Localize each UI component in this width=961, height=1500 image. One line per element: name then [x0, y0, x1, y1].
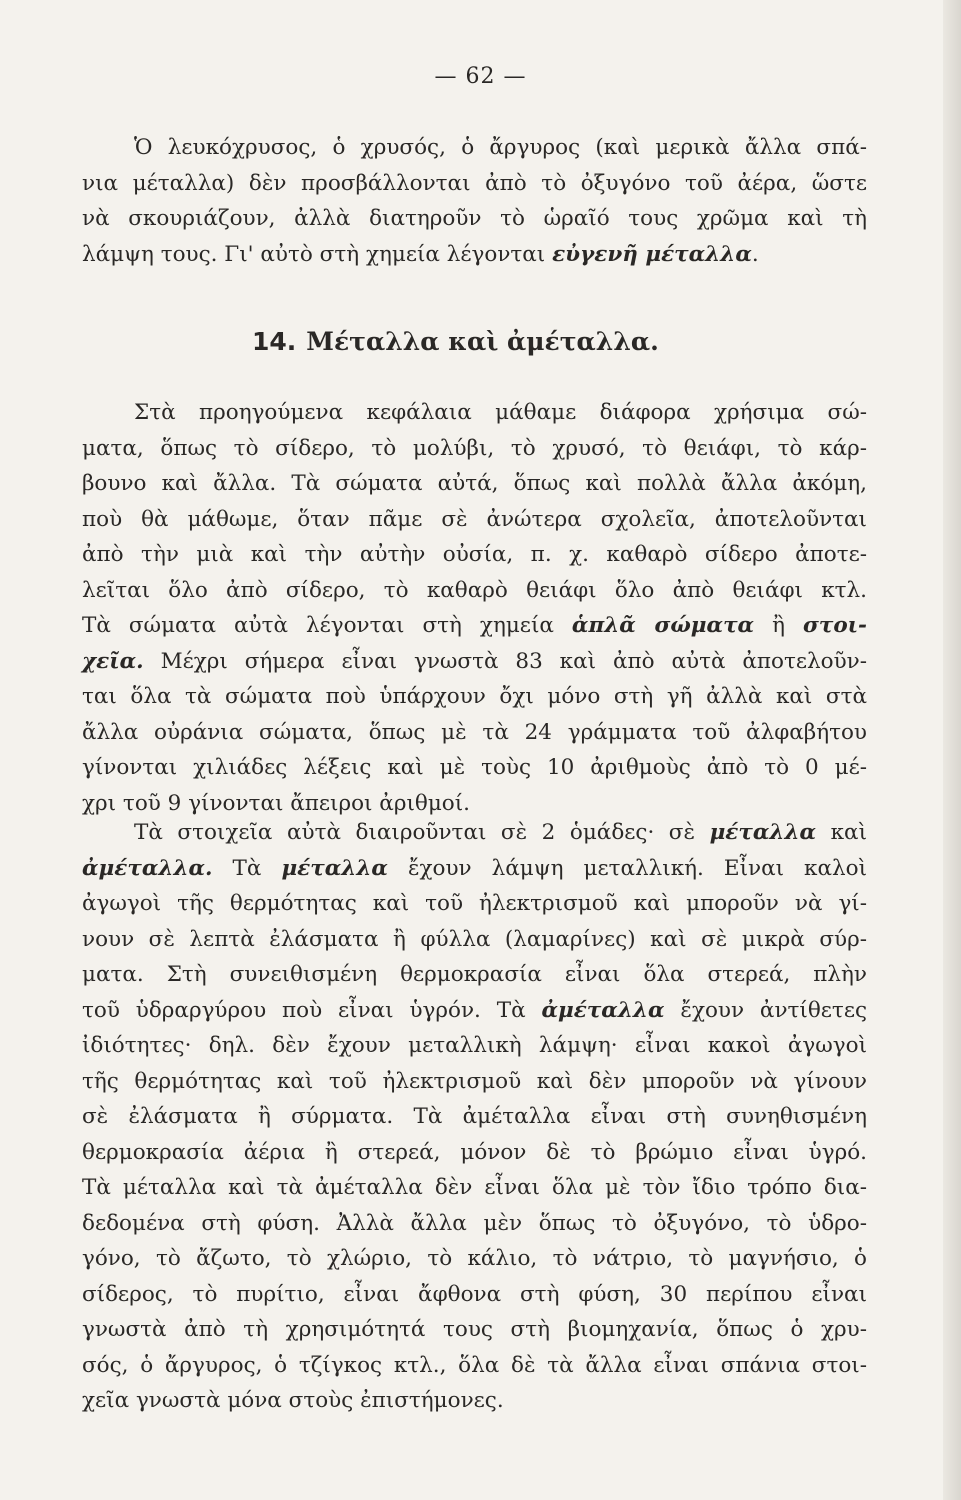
text-line — [82, 815, 867, 851]
text-line — [82, 1206, 867, 1242]
text-run: Μέχρι σήμερα εἶναι γνωστὰ 83 καὶ ἀπὸ αὐτὰ ἀποτελοῦν- — [143, 648, 867, 674]
text-run: ται ὅλα τὰ σώματα ποὺ ὑπάρχουν ὄχι μόνο στὴ γῆ ἀλλὰ καὶ στὰ — [82, 684, 867, 709]
text-line — [82, 886, 867, 922]
text-run: Τὰ στοιχεῖα αὐτὰ διαιροῦνται σὲ 2 ὁμάδες· σὲ — [134, 820, 710, 845]
text-run: σίδερος, τὸ πυρίτιο, εἶναι ἄφθονα στὴ φύση, 30 περίπου εἶναι — [82, 1281, 867, 1307]
emphasized-term: εὐγενῆ μέταλλα — [552, 241, 752, 267]
text-line — [82, 993, 867, 1029]
text-run: Τὰ μέταλλα καὶ τὰ ἀμέταλλα δὲν εἶναι ὅλα μὲ τὸν ἴδιο τρόπο δια- — [82, 1175, 867, 1200]
section-title: Μέταλλα καὶ ἀμέταλλα. — [306, 327, 659, 356]
text-run: καὶ — [816, 820, 867, 845]
text-line — [82, 922, 867, 958]
text-run: ἔχουν ἀντίθετες — [664, 997, 867, 1023]
text-run: ποὺ θὰ μάθωμε, ὅταν πᾶμε σὲ ἀνώτερα σχολεῖα, ἀποτελοῦνται — [82, 506, 867, 532]
text-run: γνωστὰ ἀπὸ τὴ χρησιμότητά τους στὴ βιομηχανία, ὅπως ὁ χρυ- — [82, 1317, 867, 1342]
text-run: νουν σὲ λεπτὰ ἐλάσματα ἢ φύλλα (λαμαρίνες) καὶ σὲ μικρὰ σύρ- — [82, 926, 867, 952]
text-run: Στὰ προηγούμενα κεφάλαια μάθαμε διάφορα χρήσιμα σώ- — [134, 400, 867, 425]
text-line — [82, 1383, 867, 1419]
text-line — [82, 608, 867, 644]
text-line — [82, 237, 867, 273]
text-line — [82, 395, 867, 431]
text-line — [82, 644, 867, 680]
text-run: . — [751, 241, 759, 267]
section-heading — [252, 322, 659, 362]
text-run: σός, ὁ ἄργυρος, ὁ τζίγκος κτλ., ὅλα δὲ τὰ ἄλλα εἶναι σπάνια στοι- — [82, 1352, 867, 1378]
text-run: ματα. Στὴ συνειθισμένη θερμοκρασία εἶναι ὅλα στερεά, πλὴν — [82, 962, 867, 987]
emphasized-term: ἁπλᾶ σώματα — [571, 613, 755, 638]
text-line — [82, 130, 867, 166]
text-line — [82, 1241, 867, 1277]
text-run: ἢ — [754, 613, 803, 638]
text-run: νια μέταλλα) δὲν προσβάλλονται ἀπὸ τὸ ὀξυγόνο τοῦ ἀέρα, ὥστε — [82, 170, 867, 196]
text-run: νὰ σκουριάζουν, ἀλλὰ διατηροῦν τὸ ὡραῖό τους χρῶμα καὶ τὴ — [82, 206, 867, 231]
emphasized-term: χεῖα. — [82, 648, 144, 674]
page-binding-edge — [943, 0, 961, 1500]
paragraph-metals-nonmetals — [82, 815, 867, 1419]
text-run: θερμοκρασία ἀέρια ἢ στερεά, μόνον δὲ τὸ βρώμιο εἶναι ὑγρό. — [82, 1139, 867, 1165]
text-run: Ὁ λευκόχρυσος, ὁ χρυσός, ὁ ἄργυρος (καὶ μερικὰ ἄλλα σπά- — [134, 135, 867, 160]
text-run: χρι τοῦ 9 γίνονται ἄπειροι ἀριθμοί. — [82, 790, 471, 816]
text-run: γίνονται χιλιάδες λέξεις καὶ μὲ τοὺς 10 ἀριθμοὺς ἀπὸ τὸ 0 μέ- — [82, 755, 867, 780]
text-run: λάμψη τους. Γι' αὐτὸ στὴ χημεία λέγονται — [82, 241, 553, 267]
text-line — [82, 201, 867, 237]
text-run: λεῖται ὅλο ἀπὸ σίδερο, τὸ καθαρὸ θειάφι ὅλο ἀπὸ θειάφι κτλ. — [82, 577, 867, 603]
text-line — [82, 573, 867, 609]
text-line — [82, 431, 867, 467]
text-run: δεδομένα στὴ φύση. Ἀλλὰ ἄλλα μὲν ὅπως τὸ ὀξυγόνο, τὸ ὑδρο- — [82, 1210, 867, 1236]
text-line — [82, 1277, 867, 1313]
text-line — [82, 166, 867, 202]
text-run: ἀπὸ τὴν μιὰ καὶ τὴν αὐτὴν οὐσία, π. χ. καθαρὸ σίδερο ἀποτε- — [82, 542, 867, 567]
text-line — [82, 1099, 867, 1135]
text-run: τοῦ ὑδραργύρου ποὺ εἶναι ὑγρόν. Τὰ — [82, 997, 542, 1023]
emphasized-term: στοι- — [803, 613, 867, 638]
text-run: χεῖα γνωστὰ μόνα στοὺς ἐπιστήμονες. — [82, 1388, 504, 1413]
text-line — [82, 537, 867, 573]
text-run: Τὰ — [212, 855, 282, 881]
page-number: — 62 — — [434, 64, 527, 89]
emphasized-term: ἀμέταλλα — [541, 997, 665, 1023]
text-line — [82, 1312, 867, 1348]
text-line — [82, 715, 867, 751]
text-run: σὲ ἐλάσματα ἢ σύρματα. Τὰ ἀμέταλλα εἶναι στὴ συνηθισμένη — [82, 1104, 867, 1129]
text-line — [82, 1135, 867, 1171]
text-line — [82, 466, 867, 502]
text-line — [82, 851, 867, 887]
text-line — [82, 502, 867, 538]
paragraph-simple-bodies — [82, 395, 867, 821]
text-line — [82, 750, 867, 786]
text-run: βουνο καὶ ἄλλα. Τὰ σώματα αὐτά, ὅπως καὶ πολλὰ ἄλλα ἀκόμη, — [82, 471, 867, 496]
emphasized-term: ἀμέταλλα. — [82, 855, 213, 881]
text-run: γόνο, τὸ ἄζωτο, τὸ χλώριο, τὸ κάλιο, τὸ νάτριο, τὸ μαγνήσιο, ὁ — [82, 1246, 867, 1271]
emphasized-term: μέταλλα — [709, 820, 817, 845]
text-line — [82, 1064, 867, 1100]
text-run: ματα, ὅπως τὸ σίδερο, τὸ μολύβι, τὸ χρυσό, τὸ θειάφι, τὸ κάρ- — [82, 435, 867, 461]
text-line — [82, 957, 867, 993]
text-line — [82, 1348, 867, 1384]
text-run: ἔχουν λάμψη μεταλλική. Εἶναι καλοὶ — [387, 855, 867, 881]
emphasized-term: μέταλλα — [281, 855, 388, 881]
text-line — [82, 1170, 867, 1206]
section-number: 14. — [252, 327, 297, 356]
text-run: ἀγωγοὶ τῆς θερμότητας καὶ τοῦ ἠλεκτρισμοῦ καὶ μποροῦν νὰ γί- — [82, 891, 867, 916]
text-line — [82, 1028, 867, 1064]
text-run: ἄλλα οὐράνια σώματα, ὅπως μὲ τὰ 24 γράμματα τοῦ ἀλφαβήτου — [82, 719, 867, 745]
paragraph-noble-metals — [82, 130, 867, 272]
text-line — [82, 679, 867, 715]
text-run: Τὰ σώματα αὐτὰ λέγονται στὴ χημεία — [82, 613, 572, 638]
text-run: τῆς θερμότητας καὶ τοῦ ἠλεκτρισμοῦ καὶ δὲν μποροῦν νὰ γίνουν — [82, 1068, 867, 1094]
text-run: ἰδιότητες· δηλ. δὲν ἔχουν μεταλλικὴ λάμψη· εἶναι κακοὶ ἀγωγοὶ — [82, 1033, 867, 1058]
